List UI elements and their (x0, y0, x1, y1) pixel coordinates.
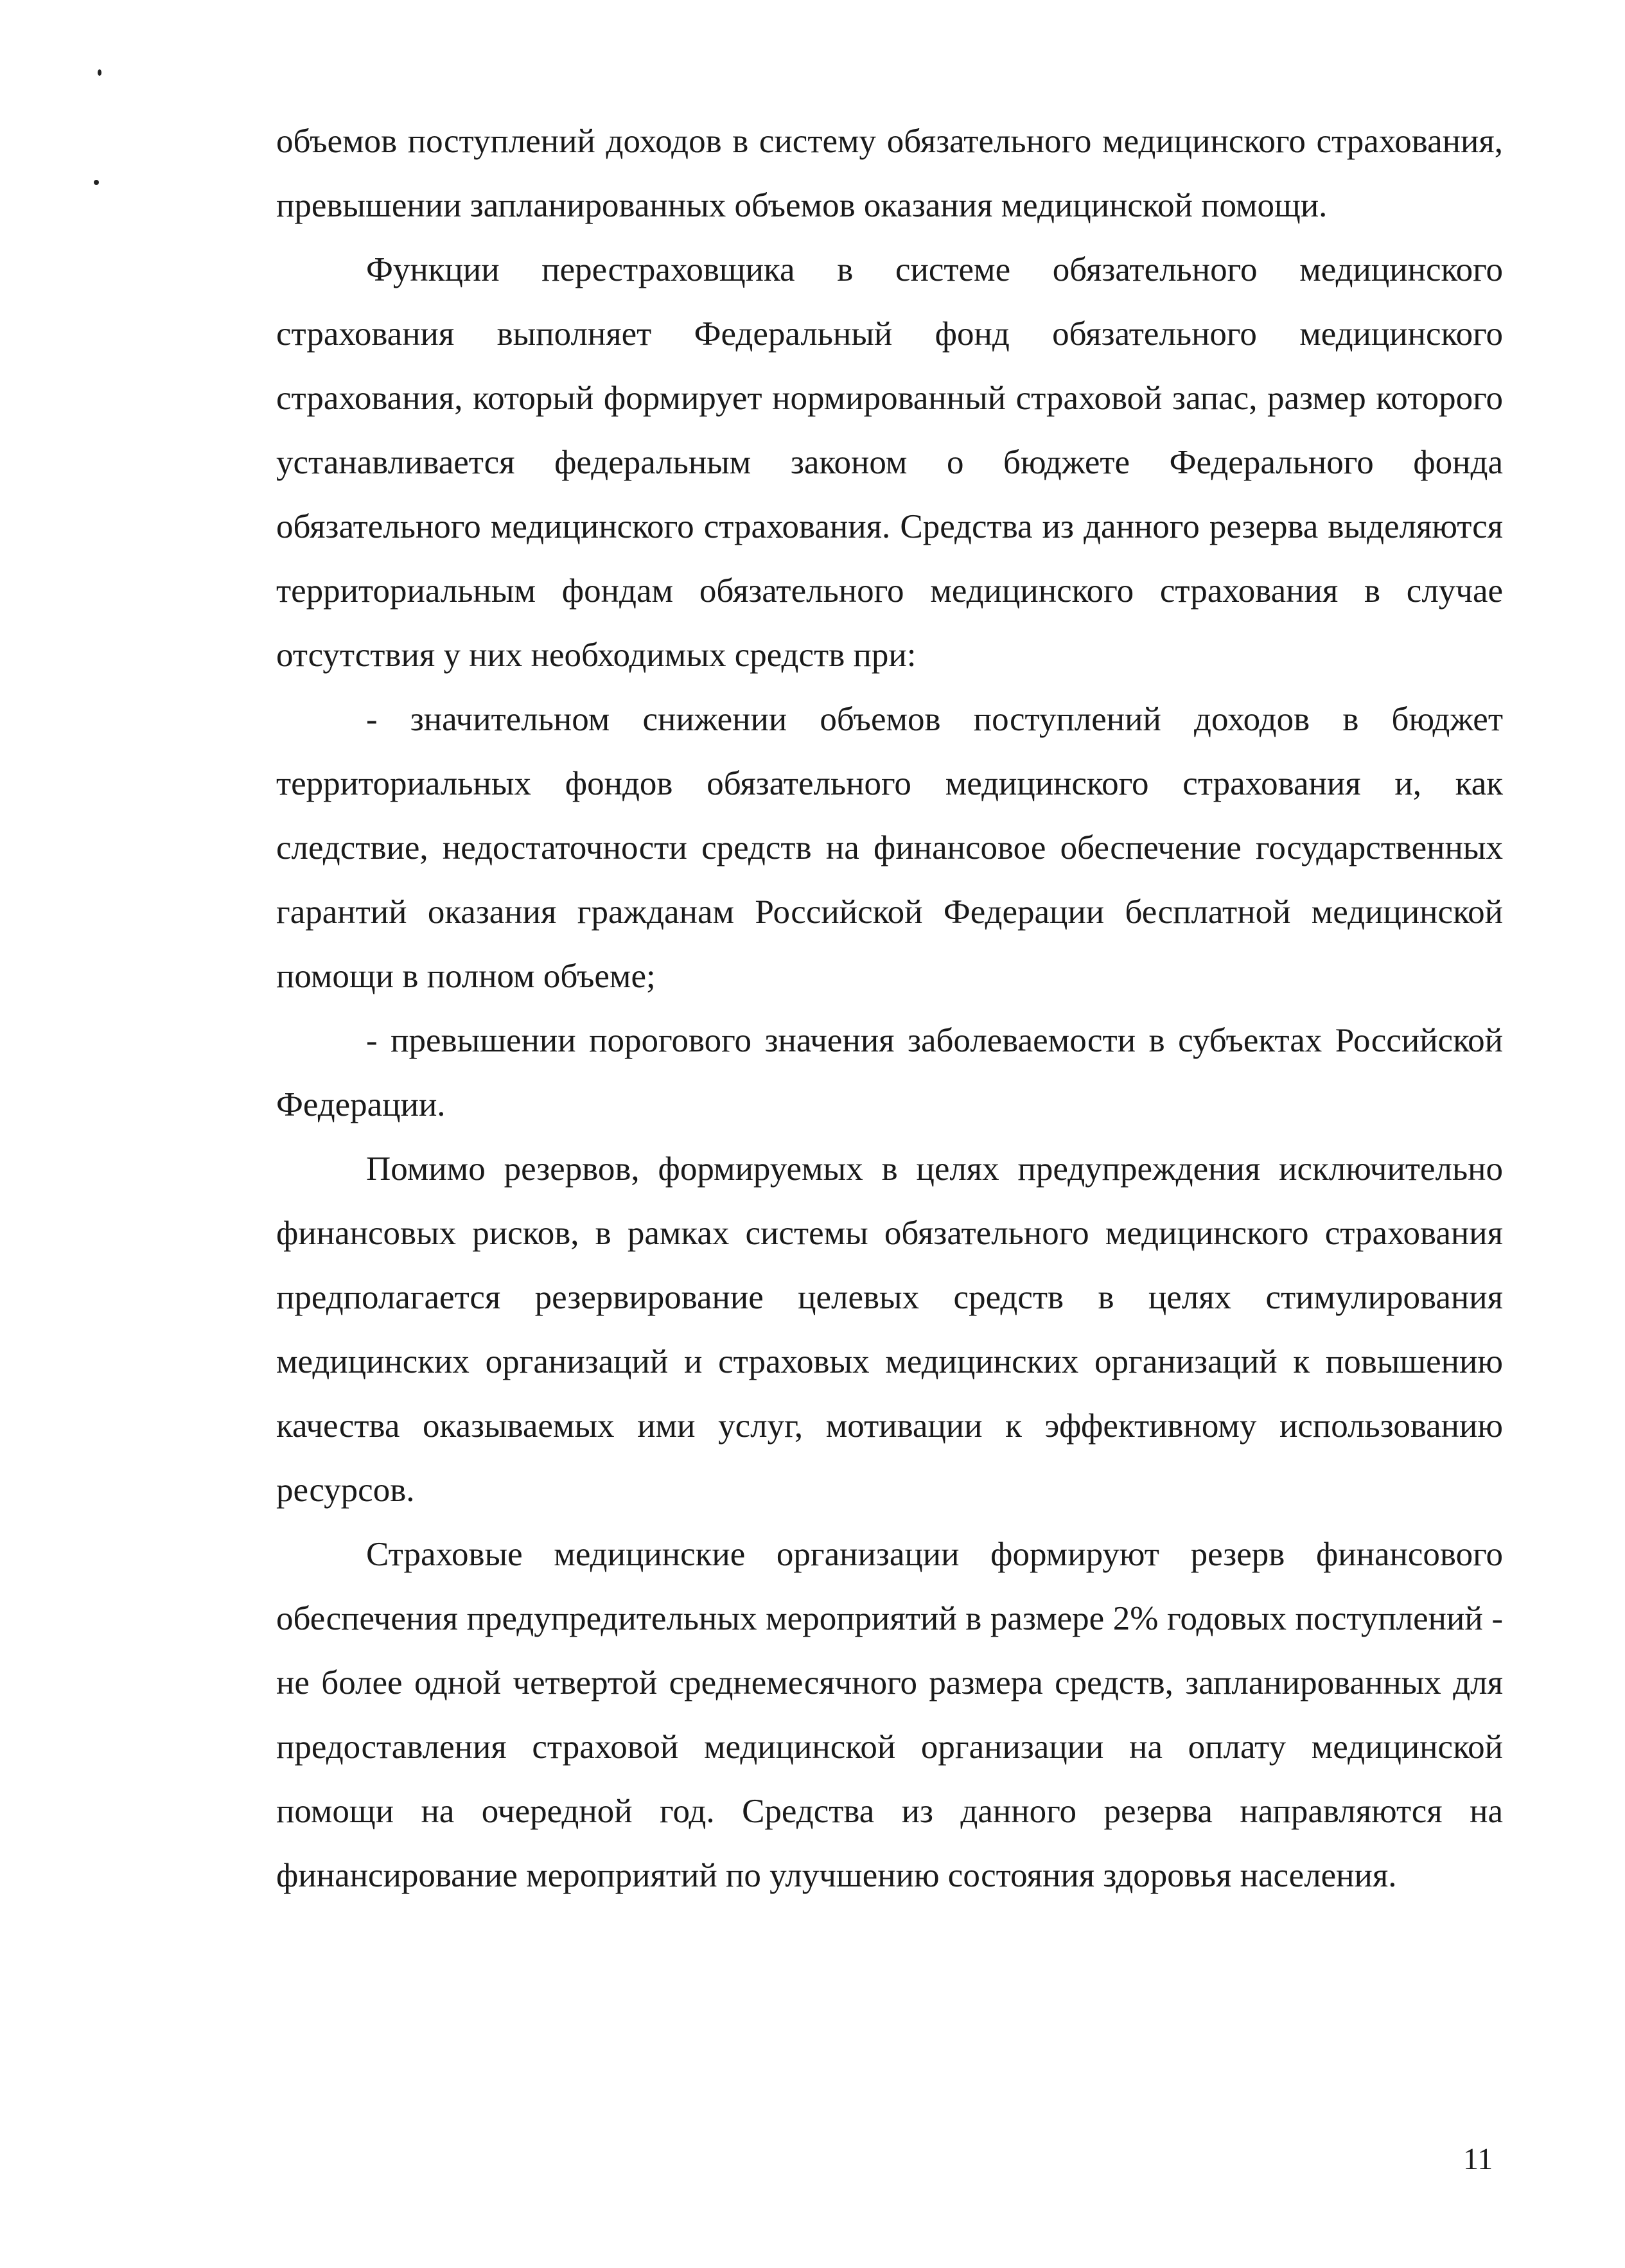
paragraph-insurer-reserve: Страховые медицинские организации формируют резерв финансового обеспечения предупредительных мероприятий в размере 2% годовых поступлений - не более одной четвертой среднемесячного размера средств, запланированных для предоставления страховой медицинской организации на оплату медицинской помощи на очередной год. Средства из данного резерва направляются на финансирование мероприятий по улучшению состояния здоровья населения. (276, 1536, 1503, 1894)
list-item-revenue-decline: - значительном снижении объемов поступлений доходов в бюджет территориальных фондов обязательного медицинского страхования и, как следствие, недостаточности средств на финансовое обеспечение государственных гарантий оказания гражданам Российской Федерации бесплатной медицинской помощи в полном объеме; (276, 701, 1503, 995)
body-text (276, 109, 1503, 1908)
scan-speck (98, 69, 101, 76)
paragraph-target-reserves: Помимо резервов, формируемых в целях предупреждения исключительно финансовых рисков, в рамках системы обязательного медицинского страхования предполагается резервирование целевых средств в целях стимулирования медицинских организаций и страховых медицинских организаций к повышению качества оказываемых ими услуг, мотивации к эффективному использованию ресурсов. (276, 1150, 1503, 1509)
paragraph-reinsurer: Функции перестраховщика в системе обязательного медицинского страхования выполняет Федеральный фонд обязательного медицинского страхования, который формирует нормированный страховой запас, размер которого устанавливается федеральным законом о бюджете Федерального фонда обязательного медицинского страхования. Средства из данного резерва выделяются территориальным фондам обязательного медицинского страхования в случае отсутствия у них необходимых средств при: (276, 251, 1503, 674)
paragraph-continuation: объемов поступлений доходов в систему обязательного медицинского страхования, превышении запланированных объемов оказания медицинской помощи. (276, 123, 1503, 224)
page-number: 11 (1463, 2142, 1493, 2176)
scan-speck (94, 180, 99, 185)
list-item-morbidity-threshold: - превышении порогового значения заболеваемости в субъектах Российской Федерации. (276, 1022, 1503, 1123)
